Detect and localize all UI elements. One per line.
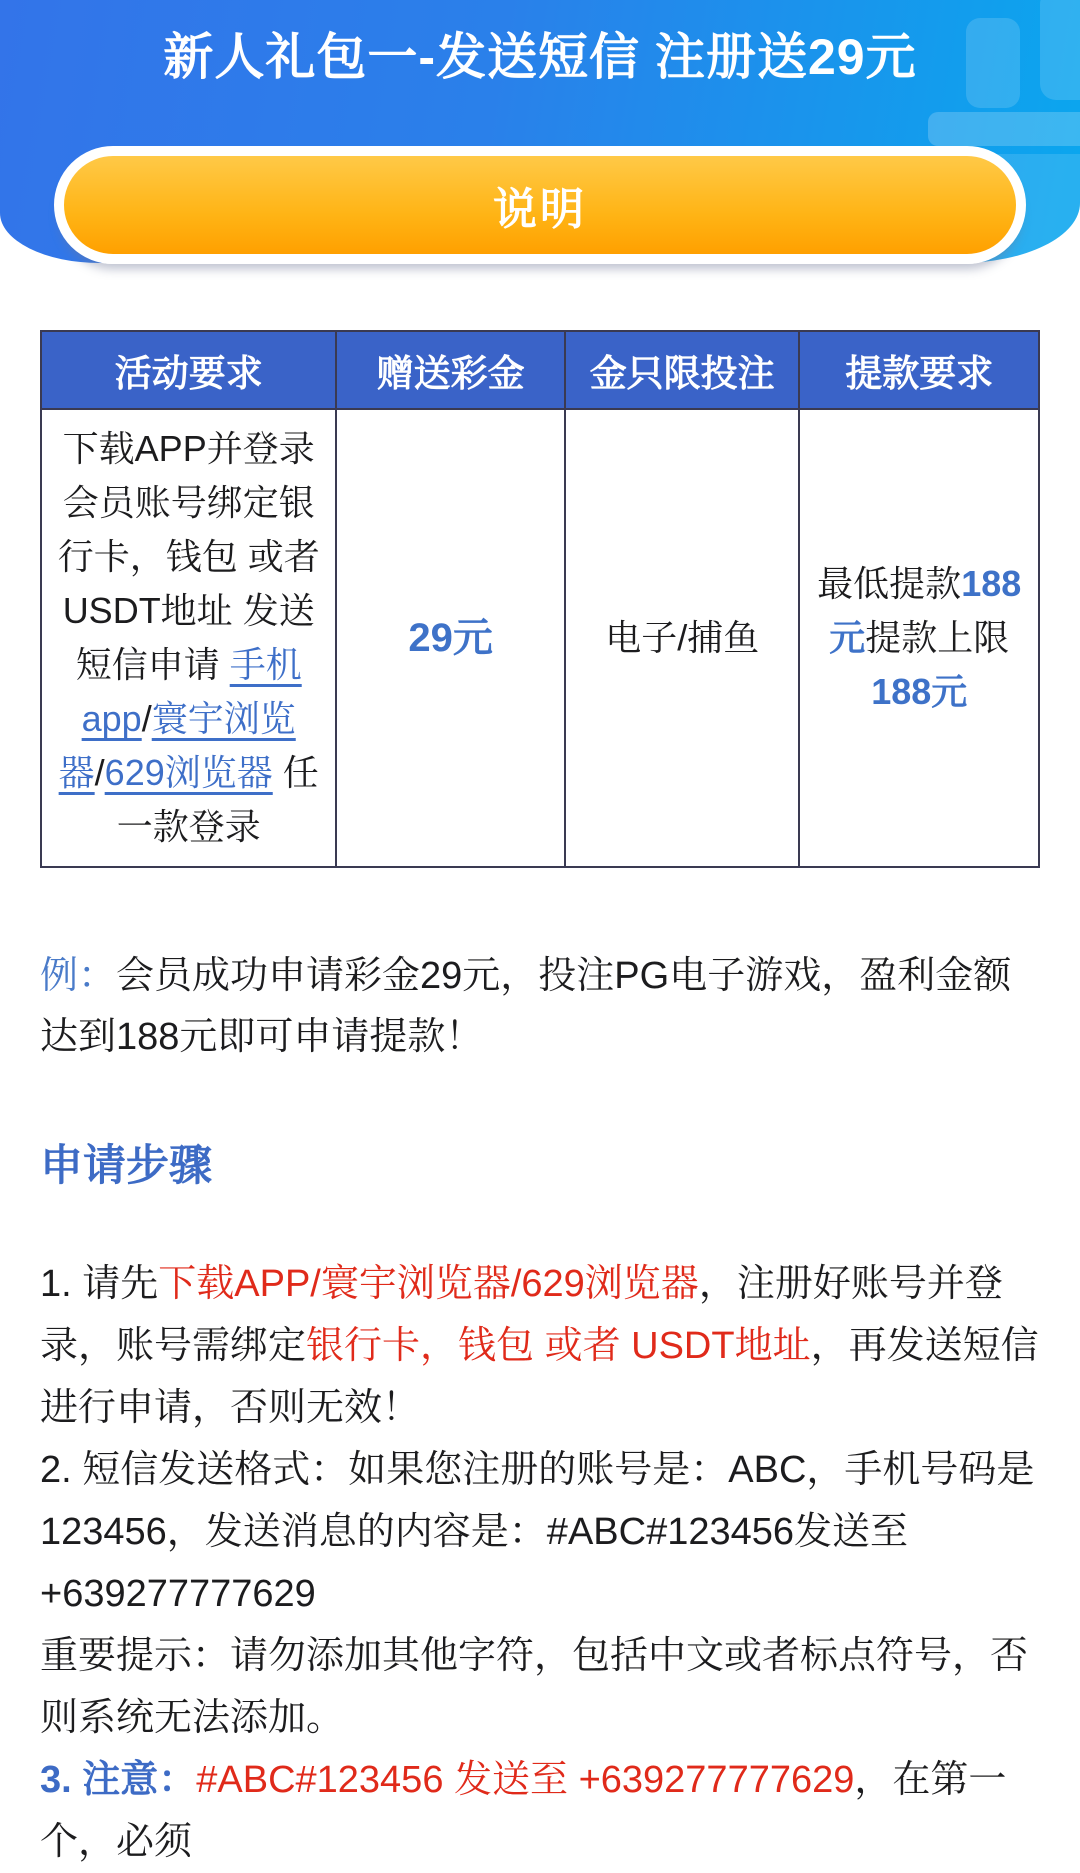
step-1-highlight-binding: 银行卡，钱包 或者 USDT地址	[306, 1325, 811, 1367]
requirement-tail: 任一款登录	[116, 752, 319, 847]
table-header-row	[41, 331, 1039, 409]
promo-content	[0, 330, 1080, 1873]
cell-bet-scope: 电子/捕鱼	[565, 409, 800, 867]
steps-heading: 申请步骤	[40, 1142, 212, 1190]
step-3-text: ，在第一个，必须	[40, 1759, 1007, 1863]
link-separator: /	[141, 698, 152, 739]
link-mobile-app[interactable]: 手机app	[81, 644, 302, 739]
step-2: 2. 短信发送格式：如果您注册的账号是：ABC，手机号码是123456，发送消息的内容是：#ABC#123456发送至+639277777629	[40, 1449, 1035, 1615]
step-1-text: ，注册好账号并登录，账号需绑定	[40, 1263, 1003, 1367]
step-3-highlight: #ABC#123456 发送至 +639277777629	[196, 1759, 855, 1801]
withdraw-max-label: 提款上限	[865, 617, 1010, 658]
step-1-text: 1. 请先	[40, 1263, 159, 1305]
example-paragraph	[40, 946, 1040, 1068]
col-header-withdraw-requirement: 提款要求	[799, 331, 1039, 409]
requirement-text: 下载APP并登录 会员账号绑定银行卡，钱包 或者 USDT地址 发送短信申请	[57, 428, 320, 685]
example-label: 例：	[40, 955, 117, 997]
cell-withdraw-requirement	[799, 409, 1039, 867]
cell-activity-requirement	[41, 409, 336, 867]
steps-block	[40, 1253, 1040, 1873]
withdraw-min-label: 最低提款	[817, 563, 962, 604]
instructions-button-label: 说明	[493, 185, 587, 234]
promo-table	[40, 330, 1040, 868]
bonus-amount: 29元	[408, 615, 493, 660]
instructions-button[interactable]	[54, 146, 1026, 264]
page-title: 新人礼包一-发送短信 注册送29元	[163, 29, 917, 85]
col-header-bonus: 赠送彩金	[336, 331, 565, 409]
step-3	[40, 1749, 1040, 1873]
step-3-label: 3. 注意：	[40, 1759, 197, 1801]
step-1-highlight-apps: 下载APP/寰宇浏览器/629浏览器	[158, 1263, 699, 1305]
link-separator: /	[94, 752, 105, 793]
withdraw-max-value: 188元	[871, 671, 968, 712]
example-text: 会员成功申请彩金29元，投注PG电子游戏，盈利金额达到188元即可申请提款！	[40, 955, 1012, 1058]
gift-watermark-icon	[928, 112, 1080, 146]
col-header-activity-requirement: 活动要求	[41, 331, 336, 409]
table-row	[41, 409, 1039, 867]
col-header-bet-restriction: 金只限投注	[565, 331, 800, 409]
important-note: 重要提示：请勿添加其他字符，包括中文或者标点符号，否则系统无法添加。	[40, 1635, 1029, 1739]
link-629-browser[interactable]: 629浏览器	[104, 752, 273, 793]
withdraw-min-value: 188元	[829, 563, 1022, 658]
cell-bonus	[336, 409, 565, 867]
step-1-text: ，再发送短信进行申请，否则无效！	[40, 1325, 1039, 1429]
link-huanyu-browser[interactable]: 寰宇浏览器	[58, 698, 296, 793]
step-1	[40, 1253, 1040, 1439]
